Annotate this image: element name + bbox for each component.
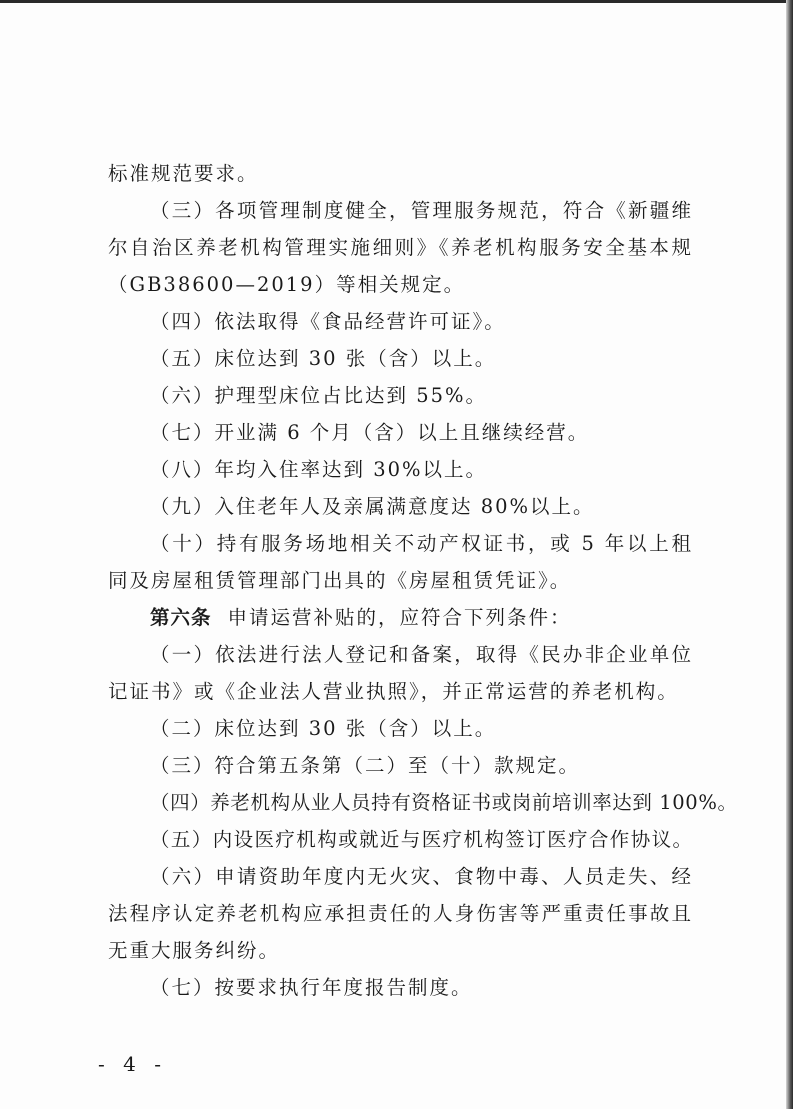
paragraph-line: 法程序认定养老机构应承担责任的人身伤害等严重责任事故且	[108, 902, 693, 925]
paragraph-line: （七）按要求执行年度报告制度。	[150, 976, 473, 999]
paragraph-line: （二）床位达到 30 张（含）以上。	[150, 717, 497, 740]
paragraph-line: （一）依法进行法人登记和备案，取得《民办非企业单位	[150, 643, 693, 666]
paragraph-line: （六）护理型床位占比达到 55%。	[150, 384, 488, 407]
scan-edge-top	[0, 0, 793, 3]
paragraph-line: （六）申请资助年度内无火灾、食物中毒、人员走失、经	[150, 865, 693, 888]
paragraph-line: （三）符合第五条第（二）至（十）款规定。	[150, 754, 581, 777]
paragraph-line: （十）持有服务场地相关不动产权证书，或 5 年以上租	[150, 532, 693, 555]
paragraph-line: 记证书》或《企业法人营业执照》，并正常运营的养老机构。	[108, 680, 679, 703]
article-title: 第六条	[150, 606, 212, 629]
article-heading-line	[108, 599, 693, 636]
paragraph-line: 同及房屋租赁管理部门出具的《房屋租赁凭证》。	[108, 569, 572, 592]
article-text: 申请运营补贴的，应符合下列条件：	[227, 606, 572, 629]
paragraph-line: （五）内设医疗机构或就近与医疗机构签订医疗合作协议。	[150, 828, 694, 851]
paragraph-line: （九）入住老年人及亲属满意度达 80%以上。	[150, 495, 595, 518]
paragraph-line: 标准规范要求。	[108, 162, 259, 185]
paragraph-line: （四）依法取得《食品经营许可证》。	[150, 310, 506, 333]
paragraph-line: （五）床位达到 30 张（含）以上。	[150, 347, 497, 370]
page-number: - 4 -	[98, 1052, 167, 1076]
paragraph-line: （七）开业满 6 个月（含）以上且继续经营。	[150, 421, 590, 444]
paragraph-line: （八）年均入住率达到 30%以上。	[150, 458, 488, 481]
document-body	[108, 155, 738, 1006]
paragraph-line: （GB38600—2019）等相关规定。	[108, 273, 466, 296]
paragraph-line: 尔自治区养老机构管理实施细则》《养老机构服务安全基本规	[108, 236, 693, 259]
paragraph-line: （四）养老机构从业人员持有资格证书或岗前培训率达到 100%。	[150, 791, 738, 814]
paragraph-line: （三）各项管理制度健全，管理服务规范，符合《新疆维	[150, 199, 693, 222]
paragraph-line: 无重大服务纠纷。	[108, 939, 281, 962]
scan-edge-right	[786, 0, 793, 1109]
